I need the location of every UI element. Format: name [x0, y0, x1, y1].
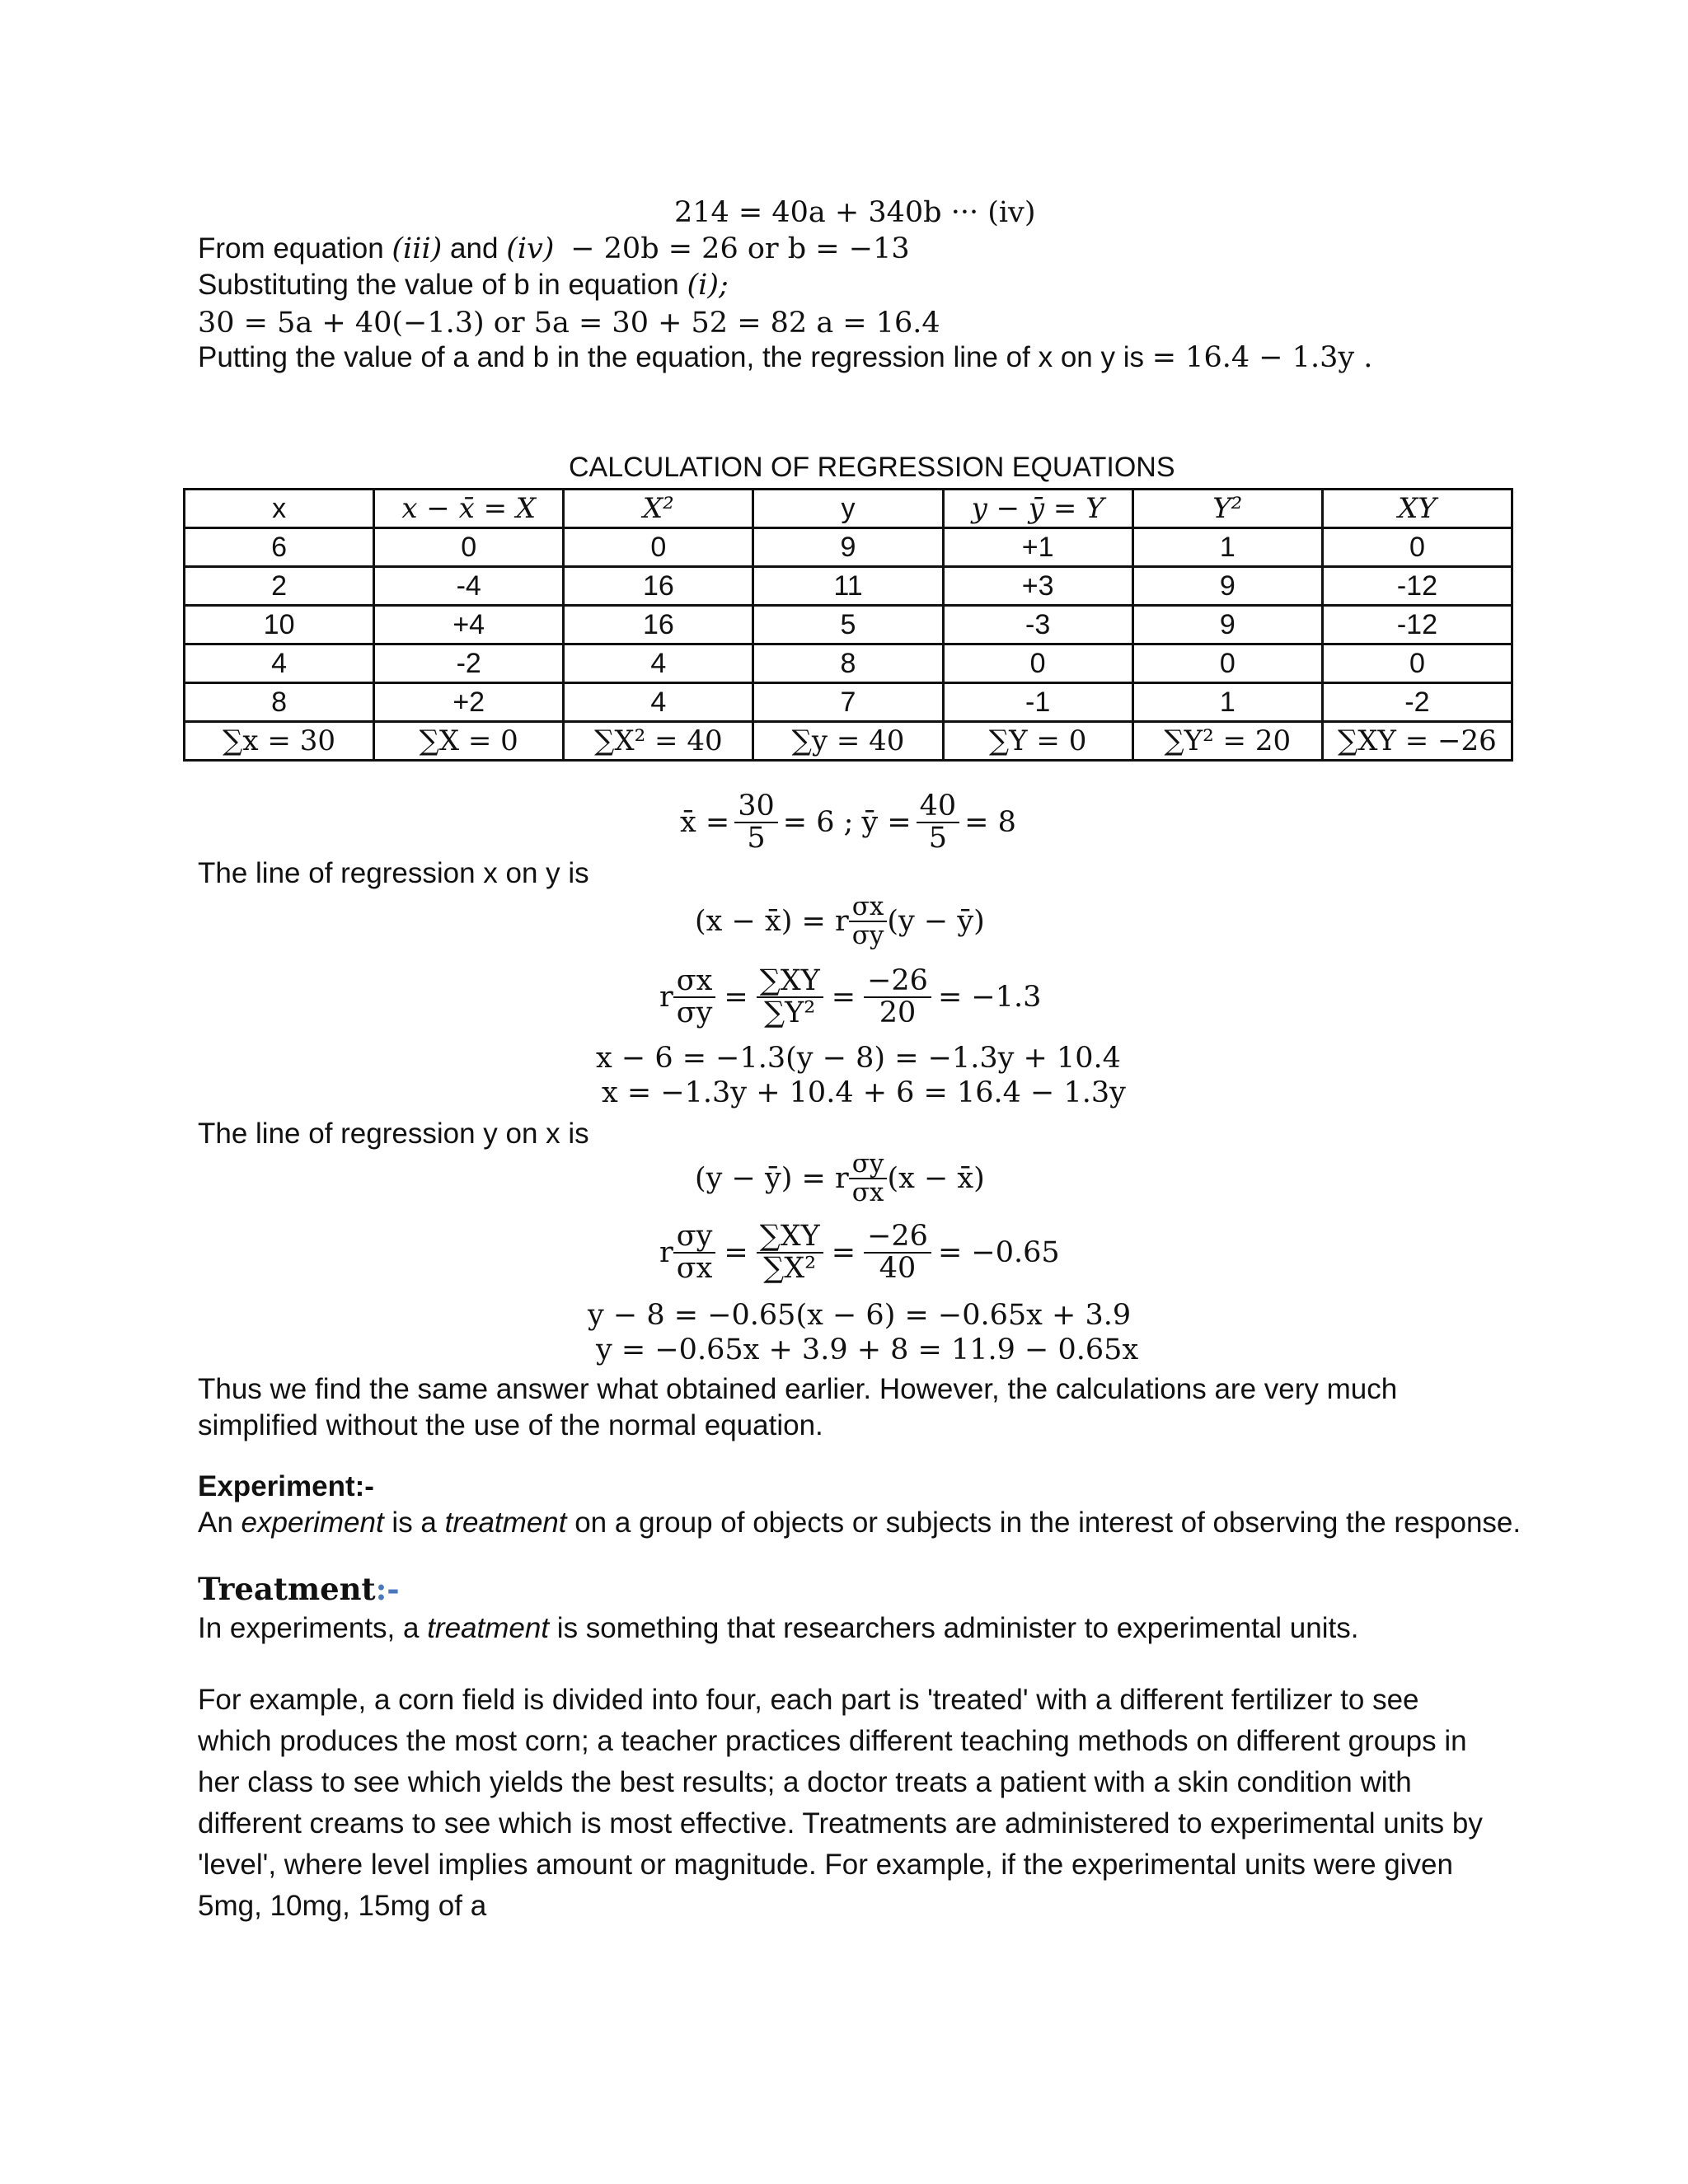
- r-sigma-denominator: σx: [676, 1251, 713, 1285]
- from-result: − 20b = 26 or b = −13: [570, 232, 910, 265]
- y-on-x-left: (y − ȳ) = r: [695, 1161, 849, 1195]
- r-result: = −1.3: [937, 980, 1042, 1014]
- table-cell: -2: [374, 644, 564, 683]
- substituting-line: [198, 269, 729, 302]
- table-cell: -4: [374, 567, 564, 606]
- table-totals-row: [185, 722, 1512, 761]
- table-cell: 10: [185, 606, 374, 644]
- table-cell: -1: [943, 683, 1132, 722]
- xbar-result: = 6 ;: [782, 805, 854, 839]
- header-x-dev: x − x̄ = X: [374, 490, 564, 528]
- xbar-label: x̄ =: [680, 805, 730, 839]
- value-numerator: −26: [864, 1221, 931, 1254]
- treatment-example-paragraph: For example, a corn field is divided into four, each part is 'treated' with a different fertilizer to see which produces the most corn; a teacher practices different teaching methods on different groups in her class to see which yields the best results; a doctor treats a patient with a skin condition with different creams to see which is most effective. Treatments are administered to experimental units by 'level', where level implies amount or magnitude. For example, if the experimental units were given 5mg, 10mg, 15mg of a: [198, 1684, 1483, 1922]
- xbar-denominator: 5: [747, 821, 766, 855]
- ref-i: (i);: [687, 269, 729, 302]
- table-row: [185, 644, 1512, 683]
- header-xy: XY: [1322, 490, 1512, 528]
- total-cell: ∑X² = 40: [564, 722, 753, 761]
- regression-table: [183, 488, 1513, 762]
- sigma-numerator: σy: [849, 1151, 888, 1179]
- ybar-numerator: 40: [917, 791, 960, 823]
- treat-text-2: treatment: [427, 1612, 550, 1644]
- means-equation: [680, 791, 1016, 854]
- experiment-definition: [198, 1507, 1521, 1540]
- r-sigma-fraction: [673, 966, 716, 1029]
- r-sigma-denominator: σy: [676, 996, 713, 1029]
- header-y: y: [753, 490, 943, 528]
- ref-iv: (iv): [506, 232, 555, 265]
- table-header-row: [185, 490, 1512, 528]
- total-cell: ∑Y = 0: [943, 722, 1132, 761]
- table-cell: 1: [1132, 683, 1322, 722]
- putting-result: = 16.4 − 1.3y .: [1151, 341, 1373, 374]
- table-cell: 1: [1132, 528, 1322, 567]
- table-cell: 0: [1132, 644, 1322, 683]
- total-cell: ∑X = 0: [374, 722, 564, 761]
- table-cell: -3: [943, 606, 1132, 644]
- and-text: and: [450, 232, 499, 265]
- r-sigma-numerator: σy: [673, 1221, 716, 1254]
- equals-sign: =: [724, 980, 748, 1014]
- total-cell: ∑Y² = 20: [1132, 722, 1322, 761]
- exp-text-1: An: [198, 1507, 233, 1539]
- treatment-definition: [198, 1612, 1358, 1645]
- treatment-heading: Treatment: [198, 1571, 376, 1607]
- sum-denominator: ∑X²: [763, 1251, 817, 1285]
- table-cell: 8: [185, 683, 374, 722]
- table-cell: +4: [374, 606, 564, 644]
- treat-text-3: is something that researchers administer to experimental units.: [556, 1612, 1359, 1644]
- treat-text-1: In experiments, a: [198, 1612, 420, 1644]
- table-cell: +2: [374, 683, 564, 722]
- substituting-text: Substituting the value of b in equation: [198, 269, 679, 301]
- value-denominator: 40: [879, 1251, 917, 1285]
- putting-line: [198, 341, 1372, 374]
- table-cell: 4: [564, 644, 753, 683]
- exp-text-5: on a group of objects or subjects in the interest of observing the response.: [574, 1507, 1522, 1539]
- r-symbol: r: [659, 1235, 673, 1269]
- table-cell: -12: [1322, 567, 1512, 606]
- table-row: [185, 683, 1512, 722]
- x-on-y-sigma-fraction: [849, 893, 888, 949]
- total-cell: ∑XY = −26: [1322, 722, 1512, 761]
- y-on-x-r-equation: [659, 1221, 1060, 1284]
- value-denominator: 20: [879, 996, 917, 1029]
- table-row: [185, 606, 1512, 644]
- x-on-y-left: (x − x̄) = r: [695, 904, 849, 938]
- header-y-sq: Y²: [1132, 490, 1322, 528]
- table-cell: 7: [753, 683, 943, 722]
- r-sigma-numerator: σx: [673, 966, 716, 998]
- y-on-x-line4: y = −0.65x + 3.9 + 8 = 11.9 − 0.65x: [596, 1333, 1139, 1366]
- calc-a-line: 30 = 5a + 40(−1.3) or 5a = 30 + 52 = 82 a = 16.4: [198, 307, 940, 340]
- equation-iv: 214 = 40a + 340b ··· (iv): [674, 196, 1036, 229]
- table-cell: 5: [753, 606, 943, 644]
- putting-text: Putting the value of a and b in the equation, the regression line of x on y is: [198, 341, 1144, 373]
- value-numerator: −26: [864, 966, 931, 998]
- table-cell: 0: [1322, 644, 1512, 683]
- table-cell: 0: [564, 528, 753, 567]
- table-cell: 9: [753, 528, 943, 567]
- sum-numerator: ∑XY: [757, 1221, 823, 1254]
- y-on-x-label: The line of regression y on x is: [198, 1118, 589, 1150]
- xbar-fraction: [734, 791, 778, 854]
- table-cell: 0: [943, 644, 1132, 683]
- sigma-denominator: σx: [851, 1177, 884, 1207]
- x-on-y-line4: x = −1.3y + 10.4 + 6 = 16.4 − 1.3y: [602, 1076, 1126, 1109]
- table-cell: 9: [1132, 567, 1322, 606]
- sigma-denominator: σy: [851, 920, 884, 950]
- header-y-dev: y − ȳ = Y: [943, 490, 1132, 528]
- exp-text-2: experiment: [241, 1507, 384, 1539]
- exp-text-4: treatment: [444, 1507, 567, 1539]
- from-text: From equation: [198, 232, 384, 265]
- table-cell: -2: [1322, 683, 1512, 722]
- table-cell: 0: [1322, 528, 1512, 567]
- x-on-y-right: (y − ȳ): [887, 904, 985, 938]
- exp-text-3: is a: [392, 1507, 437, 1539]
- value-fraction: [864, 1221, 931, 1284]
- x-on-y-equation: [695, 893, 985, 949]
- table-cell: 4: [185, 644, 374, 683]
- ybar-denominator: 5: [928, 821, 948, 855]
- table-title: CALCULATION OF REGRESSION EQUATIONS: [569, 452, 1175, 483]
- table-cell: 4: [564, 683, 753, 722]
- table-cell: 2: [185, 567, 374, 606]
- ybar-label: ȳ =: [861, 805, 912, 839]
- x-on-y-label: The line of regression x on y is: [198, 857, 589, 889]
- table-cell: 11: [753, 567, 943, 606]
- y-on-x-line3: y − 8 = −0.65(x − 6) = −0.65x + 3.9: [588, 1299, 1132, 1332]
- table-cell: +3: [943, 567, 1132, 606]
- table-cell: 16: [564, 606, 753, 644]
- r-result: = −0.65: [937, 1235, 1060, 1269]
- table-cell: 6: [185, 528, 374, 567]
- y-on-x-right: (x − x̄): [887, 1161, 985, 1195]
- treatment-heading-suffix: :-: [375, 1571, 400, 1607]
- table-cell: 8: [753, 644, 943, 683]
- r-sigma-fraction: [673, 1221, 716, 1284]
- total-cell: ∑x = 30: [185, 722, 374, 761]
- xbar-numerator: 30: [734, 791, 778, 823]
- from-equation-line: [198, 232, 910, 265]
- sigma-numerator: σx: [849, 893, 888, 922]
- table-cell: +1: [943, 528, 1132, 567]
- y-on-x-sigma-fraction: [849, 1151, 888, 1206]
- equals-sign: =: [724, 1235, 748, 1269]
- ybar-result: = 8: [964, 805, 1016, 839]
- table-cell: -12: [1322, 606, 1512, 644]
- table-row: [185, 528, 1512, 567]
- sum-fraction: [757, 966, 823, 1029]
- r-symbol: r: [659, 980, 673, 1014]
- sum-fraction: [757, 1221, 823, 1284]
- y-on-x-equation: [695, 1151, 985, 1206]
- sum-numerator: ∑XY: [757, 966, 823, 998]
- table-cell: 0: [374, 528, 564, 567]
- ybar-fraction: [917, 791, 960, 854]
- conclusion-paragraph: Thus we find the same answer what obtained earlier. However, the calculations are very much simplified without the use of the normal equation.: [198, 1373, 1398, 1441]
- x-on-y-line3: x − 6 = −1.3(y − 8) = −1.3y + 10.4: [596, 1042, 1121, 1075]
- table-cell: 9: [1132, 606, 1322, 644]
- equals-sign: =: [831, 1235, 856, 1269]
- header-x: x: [185, 490, 374, 528]
- treatment-heading-wrap: [198, 1571, 400, 1607]
- experiment-heading: Experiment:-: [198, 1470, 374, 1502]
- value-fraction: [864, 966, 931, 1029]
- ref-iii: (iii): [392, 232, 443, 265]
- total-cell: ∑y = 40: [753, 722, 943, 761]
- table-row: [185, 567, 1512, 606]
- table-cell: 16: [564, 567, 753, 606]
- x-on-y-r-equation: [659, 966, 1041, 1029]
- sum-denominator: ∑Y²: [764, 996, 816, 1029]
- equals-sign: =: [831, 980, 856, 1014]
- header-x-sq: X²: [564, 490, 753, 528]
